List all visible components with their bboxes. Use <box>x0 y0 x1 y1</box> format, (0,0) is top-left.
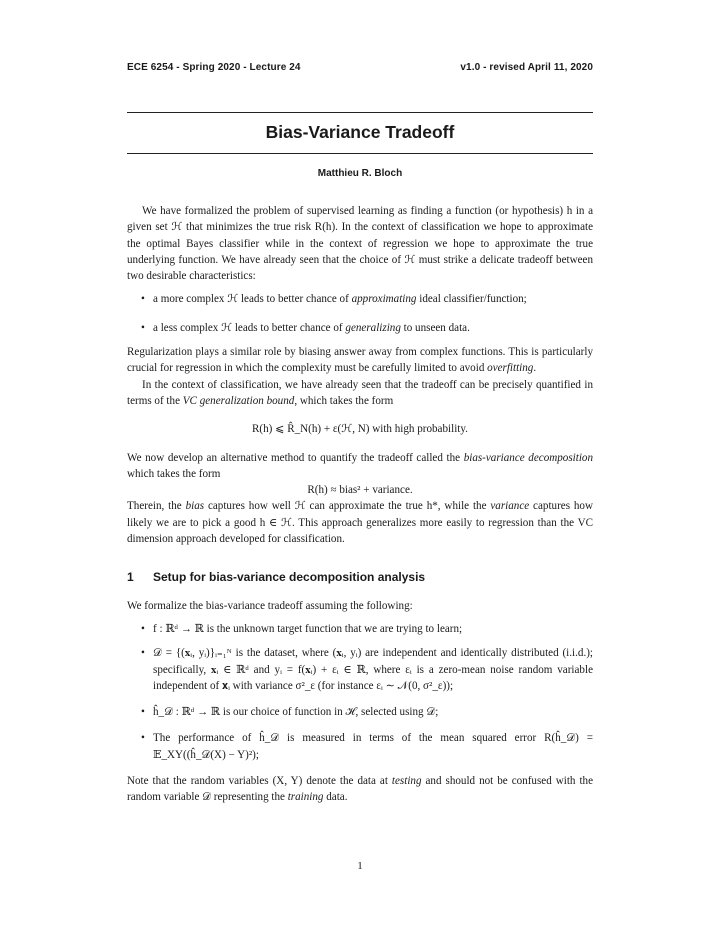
section-title: Setup for bias-variance decomposition analysis <box>153 570 426 585</box>
intro-block <box>127 203 593 806</box>
equation-bias-variance: R(h) ≈ bias² + variance. <box>307 484 413 497</box>
intro-paragraph-5: Therein, the bias captures how well ℋ can approximate the true h*, while the variance captures how likely we are to pick a good h ∈ ℋ. This approach generalizes more easily to regression than the VC dimension approach developed for classification. <box>127 500 593 546</box>
intro-paragraph-2: Regularization plays a similar role by biasing answer away from complex functions. This is particularly crucial for regression in which the complexity must be carefully limited to avoid overfitting. <box>127 346 593 375</box>
header-left: ECE 6254 - Spring 2020 - Lecture 24 <box>127 62 301 73</box>
setup-item: • 𝒟 = {(𝐱ᵢ, yᵢ)}ᵢ₌₁ᴺ is the dataset, where (𝐱ᵢ, yᵢ) are independent and identically distributed (i.i.d.); specifically, 𝐱ᵢ ∈ ℝᵈ and yᵢ = f(𝐱ᵢ) + εᵢ ∈ ℝ, where εᵢ is a zero-mean noise random variable independent of 𝐱ᵢ with variance σ²_ε (for instance εᵢ ∼ 𝒩(0, σ²_ε)); <box>141 647 593 692</box>
title-rule-bottom <box>127 153 593 154</box>
header-right: v1.0 - revised April 11, 2020 <box>460 62 593 73</box>
intro-paragraph-3: In the context of classification, we have already seen that the tradeoff can be precisely quantified in terms of the VC generalization bound, which takes the form <box>127 378 593 407</box>
intro-bullet-2: • a less complex ℋ leads to better chance of generalizing to unseen data. <box>127 320 593 336</box>
intro-paragraph-4: We now develop an alternative method to quantify the tradeoff called the bias-variance decomposition which takes the form <box>127 451 593 480</box>
setup-item: • ĥ_𝒟 : ℝᵈ → ℝ is our choice of function in ℋ, selected using 𝒟; <box>127 704 593 720</box>
page-title: Bias-Variance Tradeoff <box>265 122 455 142</box>
bullet-icon: • <box>141 647 145 660</box>
section-number: 1 <box>127 570 134 585</box>
closing-note: Note that the random variables (X, Y) denote the data at testing and should not be confused with the random variable 𝒟 representing the training data. <box>127 775 593 804</box>
section-heading <box>127 569 593 585</box>
setup-item: • The performance of ĥ_𝒟 is measured in terms of the mean squared error R(ĥ_𝒟) = 𝔼_XY((ĥ_𝒟(X) − Y)²); <box>141 732 593 761</box>
bullet-icon: • <box>141 732 145 745</box>
bullet-icon: • <box>141 321 145 334</box>
intro-paragraph-1: We have formalized the problem of supervised learning as finding a function (or hypothesis) h in a given set ℋ that minimizes the true risk R(h). In the context of classification we hope to approximate the optimal Bayes classifier while in the context of regression we hope to approximate the true underlying function. We have already seen that the choice of ℋ must strike a delicate tradeoff between two desirable characteristics: <box>127 205 593 283</box>
bullet-icon: • <box>141 293 145 306</box>
setup-item: • f : ℝᵈ → ℝ is the unknown target function that we are trying to learn; <box>127 621 593 637</box>
intro-bullet-1: • a more complex ℋ leads to better chance of approximating ideal classifier/function; <box>127 291 593 307</box>
section-lead: We formalize the bias-variance tradeoff assuming the following: <box>127 599 413 612</box>
bullet-icon: • <box>141 706 145 719</box>
equation-vc-bound: R(h) ⩽ R̂_N(h) + ε(ℋ, N) with high probability. <box>252 423 468 436</box>
page-number: 1 <box>357 860 363 872</box>
author: Matthieu R. Bloch <box>317 168 403 179</box>
title-rule-top <box>127 112 593 113</box>
bullet-icon: • <box>141 622 145 635</box>
